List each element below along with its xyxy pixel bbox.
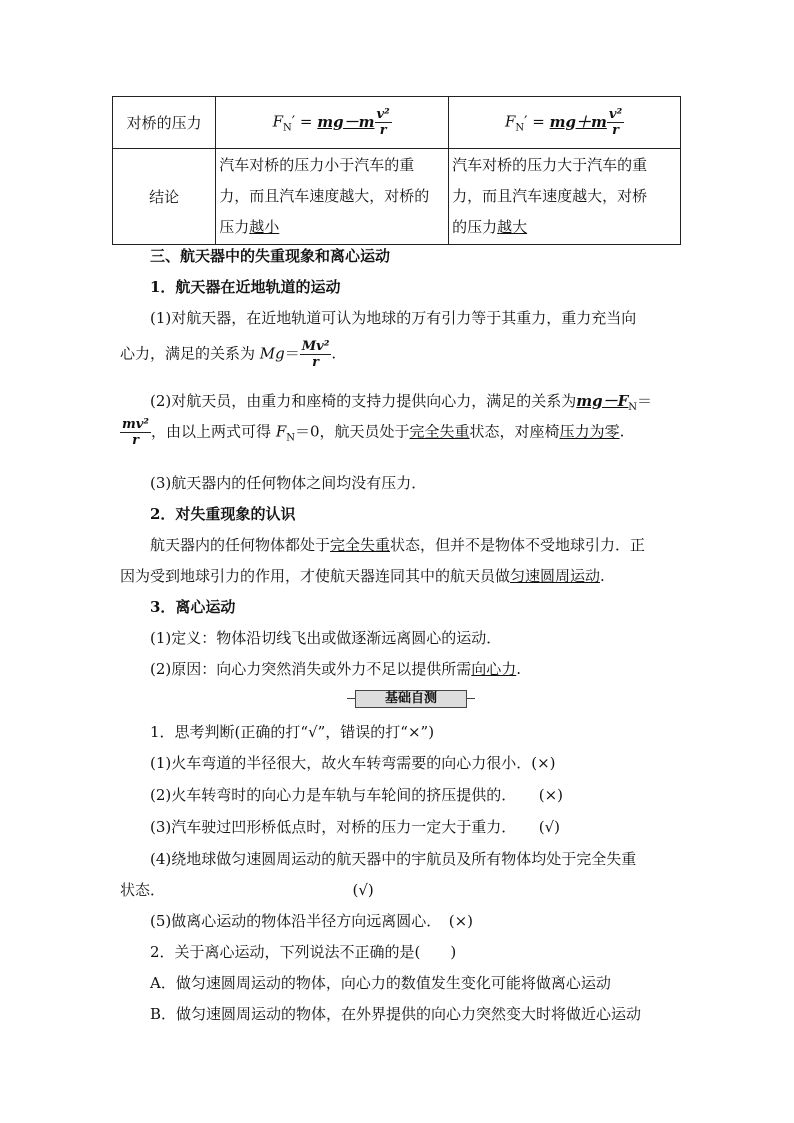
text: 航天器内的任何物体都处于	[150, 536, 331, 554]
table-cell-label	[113, 149, 216, 245]
judgment-item: (1)火车弯道的半径很大，故火车转弯需要的向心力很小．(×)	[150, 754, 556, 772]
formula-symbol: F	[272, 112, 283, 131]
subsection-heading: 2．对失重现象的认识	[150, 505, 296, 523]
answer-underlined: 越小	[249, 218, 280, 236]
table-cell-formula-convex	[449, 97, 681, 149]
formula-text: ′ =	[291, 112, 313, 131]
judgment-item: (2)火车转弯时的向心力是车轨与车轮间的挤压提供的． (×)	[150, 786, 564, 804]
formula-expression: mg＋m	[549, 112, 607, 131]
text: ＝	[637, 392, 653, 410]
option-a: A．做匀速圆周运动的物体，向心力的数值发生变化可能将做离心运动	[150, 974, 611, 992]
formula-expression: mg－F	[576, 392, 629, 410]
fraction	[375, 108, 392, 137]
text: (2)原因：向心力突然消失或外力不足以提供所需	[150, 660, 472, 678]
answer-underlined: 匀速圆周运动	[510, 567, 601, 585]
paragraph-line	[120, 565, 605, 586]
conclusion-line: 力，而且汽车速度越大，对桥的	[219, 187, 430, 205]
formula-symbol: F	[275, 422, 287, 441]
self-test-banner: 基础自测	[355, 690, 467, 708]
fraction-numerator: v²	[608, 107, 623, 122]
question-line: 2．关于离心运动，下列说法不正确的是( )	[150, 943, 457, 961]
fraction-denominator: r	[312, 355, 320, 370]
text: .	[331, 344, 337, 363]
text: .	[516, 660, 522, 678]
row-label: 结论	[149, 188, 180, 206]
text: 状态，但并不是物体不受地球引力．正	[390, 536, 646, 554]
fraction	[607, 108, 624, 137]
answer-underlined: 向心力	[471, 660, 517, 678]
fraction-denominator: r	[132, 433, 139, 448]
table-cell-conclusion-right	[449, 149, 681, 245]
text: 心力，满足的关系为	[120, 344, 256, 363]
paragraph-line: (3)航天器内的任何物体之间均没有压力．	[150, 474, 427, 492]
table-cell-conclusion-left	[216, 149, 449, 245]
answer-underlined: 完全失重	[330, 536, 391, 554]
formula-subscript: N	[628, 402, 638, 413]
formula-subscript: N	[286, 432, 295, 444]
bridge-pressure-table	[112, 96, 681, 245]
text: .	[619, 422, 625, 441]
subsection-heading: 1．航天器在近地轨道的运动	[150, 278, 341, 296]
formula-symbol: F	[504, 112, 516, 131]
text: 因为受到地球引力的作用，才使航天器连同其中的航天员做	[120, 567, 511, 585]
formula-symbol: Mg	[259, 344, 285, 363]
question-line: 1．思考判断(正确的打“√”，错误的打“×”)	[150, 723, 435, 741]
row-label: 对桥的压力	[126, 114, 202, 132]
fraction-numerator: Mv²	[301, 339, 330, 354]
paragraph-line	[150, 658, 521, 679]
judgment-item: (5)做离心运动的物体沿半径方向远离圆心． (×)	[150, 912, 474, 930]
option-b: B．做匀速圆周运动的物体，在外界提供的向心力突然变大时将做近心运动	[150, 1005, 642, 1023]
paragraph-line: (1)定义：物体沿切线飞出或做逐渐远离圆心的运动．	[150, 629, 502, 647]
table-cell-label	[113, 97, 216, 149]
paragraph-line	[150, 534, 645, 555]
fraction	[300, 340, 332, 369]
formula-text: ′ =	[524, 112, 545, 131]
conclusion-line: 汽车对桥的压力小于汽车的重	[219, 156, 415, 174]
conclusion-line: 力，而且汽车速度越大，对桥	[452, 187, 648, 205]
fraction-denominator: r	[612, 123, 619, 138]
answer-underlined: 越大	[497, 218, 528, 236]
text: ＝	[284, 344, 300, 363]
text: ＝0，航天员处于	[294, 422, 410, 441]
section-heading: 三、航天器中的失重现象和离心运动	[150, 247, 391, 265]
fraction-numerator: mv²	[122, 417, 150, 432]
table-cell-formula-concave	[216, 97, 449, 149]
answer-underlined: 完全失重	[409, 422, 470, 441]
fraction	[120, 418, 151, 447]
paragraph-line: (1)对航天器，在近地轨道可认为地球的万有引力等于其重力，重力充当向	[150, 309, 637, 327]
conclusion-line: 的压力	[452, 218, 498, 236]
formula-expression: mg－m	[317, 112, 375, 131]
conclusion-line: 压力	[219, 218, 250, 236]
text: ，由以上两式可得	[151, 422, 272, 441]
fraction-numerator: v²	[376, 107, 390, 122]
paragraph-line	[150, 390, 652, 413]
paragraph-line	[120, 340, 336, 369]
answer-underlined: 压力为零	[559, 422, 620, 441]
text: 状态，对座椅	[469, 422, 560, 441]
formula-subscript: N	[515, 122, 525, 134]
fraction-denominator: r	[379, 123, 387, 138]
text: .	[600, 567, 605, 585]
paragraph-line	[120, 418, 624, 447]
subsection-heading: 3．离心运动	[150, 598, 236, 616]
judgment-item: (3)汽车驶过凹形桥低点时，对桥的压力一定大于重力． (√)	[150, 818, 561, 836]
judgment-item: (4)绕地球做匀速圆周运动的航天器中的宇航员及所有物体均处于完全失重	[150, 850, 637, 868]
formula-subscript: N	[282, 122, 292, 134]
conclusion-line: 汽车对桥的压力大于汽车的重	[452, 156, 648, 174]
judgment-item: 状态． (√)	[120, 881, 374, 899]
text: (2)对航天员，由重力和座椅的支持力提供向心力，满足的关系为	[150, 392, 577, 410]
